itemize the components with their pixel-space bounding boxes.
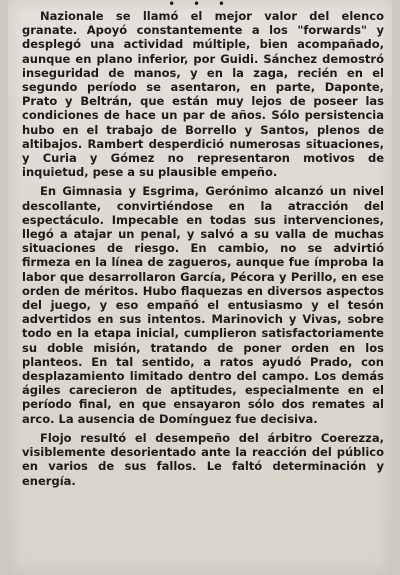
article-paragraph-3: Flojo resultó el desempeño del árbitro Coerezza, visiblemente desorientado ante la reacción del público en varios de sus fallos. Le faltó determinación y energía. <box>22 430 384 488</box>
article-paragraph-1: Nazionale se llamó el mejor valor del elenco granate. Apoyó constantemente a los "forwards" y desplegó una actividad múltiple, bien acompañado, aunque en plano inferior, por Guidi. Sánchez demostró inseguridad de manos, y en la zaga, recién en el segundo período se asentaron, en parte, Daponte, Prato y Beltrán, que están muy lejos de poseer las condiciones de hace un par de años. Sólo persistencia hubo en el trabajo de Borrello y Santos, plenos de altibajos. Rambert desperdició numerosas situaciones, y Curia y Gómez no representaron motivos de inquietud, pese a su plausible empeño. <box>22 9 384 180</box>
article-body <box>22 9 384 493</box>
article-paragraph-2: En Gimnasia y Esgrima, Gerónimo alcanzó un nivel descollante, convirtiéndose en la atracción del espectáculo. Impecable en todas sus intervenciones, llegó a atajar un penal, y salvó a su valla de muchas situaciones de riesgo. En cambio, no se advirtió firmeza en la línea de zagueros, aunque fue ímproba la labor que desarrollaron García, Pécora y Perillo, en ese orden de méritos. Hubo flaquezas en diversos aspectos del juego, y eso empañó el entusiasmo y el tesón advertidos en sus intentos. Marinovich y Vivas, sobre todo en la etapa inicial, cumplieron satisfactoriamente su doble misión, tratando de poner orden en los planteos. En tal sentido, a ratos ayudó Prado, con desplazamiento limitado dentro del campo. Los demás ágiles carecieron de aptitudes, especialmente en el período final, en que ensayaron sólo dos remates al arco. La ausencia de Domínguez fue decisiva. <box>22 184 384 426</box>
section-ornament: • • • <box>168 0 232 8</box>
newspaper-clipping <box>8 0 392 575</box>
